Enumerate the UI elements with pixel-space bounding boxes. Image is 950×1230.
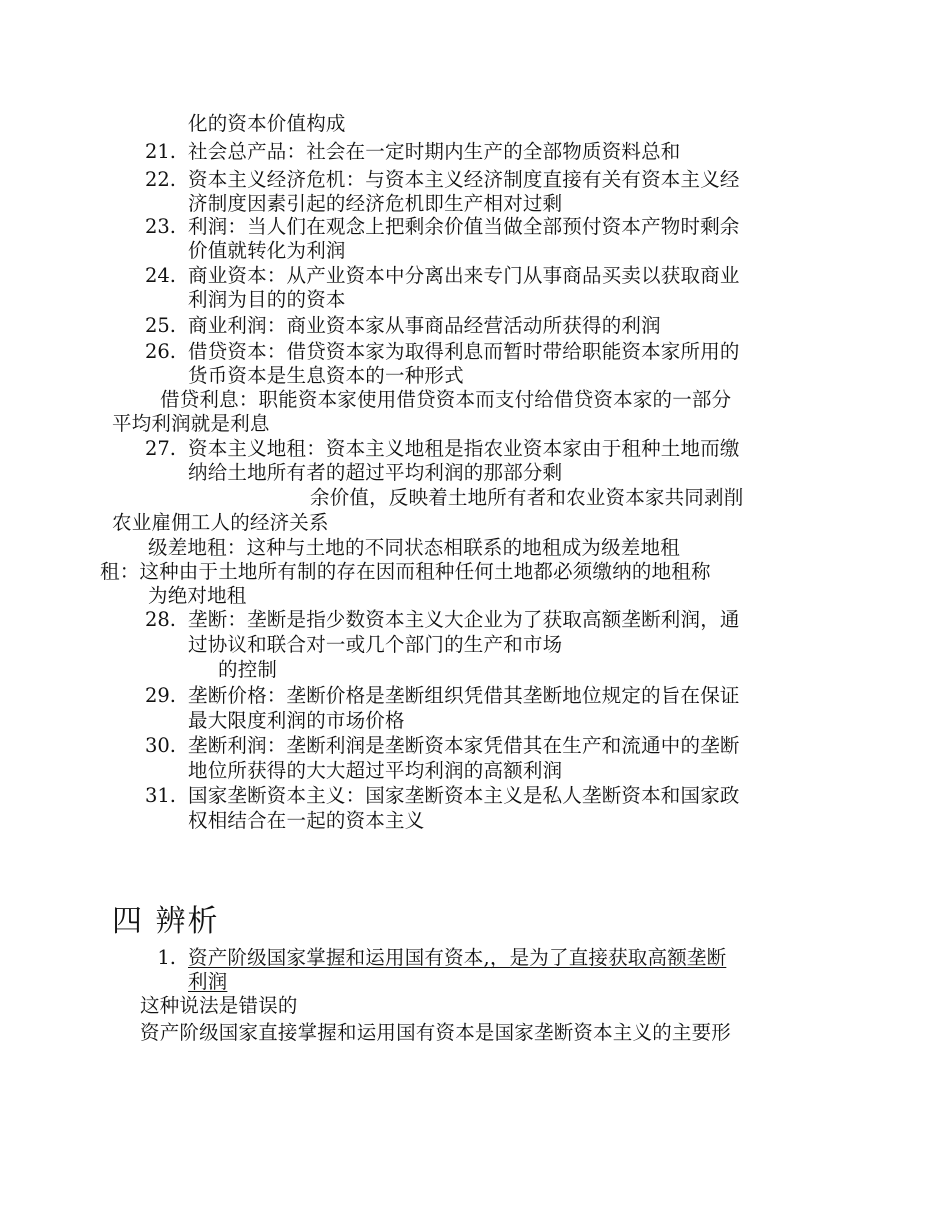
text-line: 利润：当人们在观念上把剩余价值当做全部预付资本产物时剩余 (188, 215, 740, 238)
text-line: 农业雇佣工人的经济关系 (112, 511, 329, 534)
item-number: 23. (144, 215, 176, 238)
text-line: 垄断价格：垄断价格是垄断组织凭借其垄断地位规定的旨在保证 (188, 684, 740, 707)
answer-text: 资产阶级国家直接掌握和运用国有资本是国家垄断资本主义的主要形 (140, 1021, 732, 1044)
text-line: 货币资本是生息资本的一种形式 (188, 364, 464, 387)
text-line: 级差地租：这种与土地的不同状态相联系的地租成为级差地租 (148, 536, 680, 559)
text-line: 价值就转化为利润 (188, 239, 346, 262)
text-line: 资本主义经济危机：与资本主义经济制度直接有关有资本主义经 (188, 168, 740, 191)
question-text: 利润 (188, 970, 228, 993)
question-text: 资产阶级国家掌握和运用国有资本,，是为了直接获取高额垄断 (188, 946, 727, 969)
text-line: 平均利润就是利息 (112, 412, 270, 435)
item-number: 21. (144, 140, 176, 163)
text-line: 的控制 (218, 658, 278, 681)
item-number: 28. (144, 608, 176, 631)
text-line: 租：这种由于土地所有制的存在因而租种任何土地都必须缴纳的地租称 (100, 560, 711, 583)
text-line: 济制度因素引起的经济危机即生产相对过剩 (188, 192, 563, 215)
text-line: 过协议和联合对一或几个部门的生产和市场 (188, 633, 563, 656)
item-number: 22. (144, 168, 176, 191)
item-number: 31. (144, 784, 176, 807)
text-line: 余价值，反映着土地所有者和农业资本家共同剥削 (310, 486, 744, 509)
item-number: 24. (144, 264, 176, 287)
text-line: 纳给土地所有者的超过平均利润的那部分剩 (188, 461, 563, 484)
text-line: 商业资本：从产业资本中分离出来专门从事商品买卖以获取商业 (188, 264, 740, 287)
text-line: 资本主义地租：资本主义地租是指农业资本家由于租种土地而缴 (188, 437, 740, 460)
text-line: 垄断利润：垄断利润是垄断资本家凭借其在生产和流通中的垄断 (188, 734, 740, 757)
question-number: 1. (157, 946, 176, 969)
text-line: 商业利润：商业资本家从事商品经营活动所获得的利润 (188, 314, 661, 337)
item-number: 29. (144, 684, 176, 707)
text-line: 最大限度利润的市场价格 (188, 709, 405, 732)
item-number: 27. (144, 437, 176, 460)
text-line: 垄断：垄断是指少数资本主义大企业为了获取高额垄断利润，通 (188, 608, 740, 631)
item-number: 25. (144, 314, 176, 337)
item-number: 30. (144, 734, 176, 757)
item-number: 26. (144, 340, 176, 363)
text-line: 借贷资本：借贷资本家为取得利息而暂时带给职能资本家所用的 (188, 340, 740, 363)
text-line: 国家垄断资本主义：国家垄断资本主义是私人垄断资本和国家政 (188, 784, 740, 807)
text-line: 化的资本价值构成 (188, 112, 346, 135)
text-line: 社会总产品：社会在一定时期内生产的全部物质资料总和 (188, 140, 681, 163)
text-line: 为绝对地租 (148, 584, 247, 607)
text-line: 利润为目的的资本 (188, 288, 346, 311)
text-line: 权相结合在一起的资本主义 (188, 809, 425, 832)
text-line: 借贷利息：职能资本家使用借贷资本而支付给借贷资本家的一部分 (160, 388, 732, 411)
section-heading: 四 辨析 (112, 904, 220, 939)
answer-text: 这种说法是错误的 (140, 994, 298, 1017)
text-line: 地位所获得的大大超过平均利润的高额利润 (188, 759, 563, 782)
